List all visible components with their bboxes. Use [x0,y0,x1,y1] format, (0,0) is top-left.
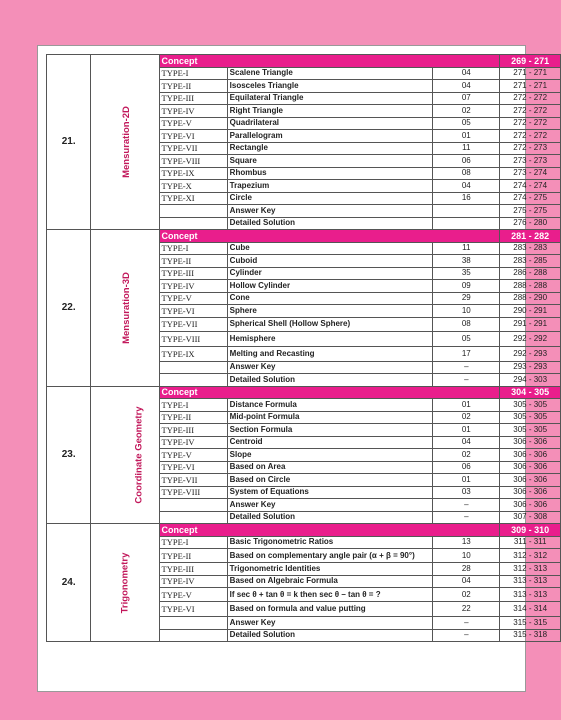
question-count: 01 [433,130,500,143]
question-count: – [433,617,500,630]
concept-pages: 304 - 305 [500,386,561,399]
question-count: 09 [433,280,500,293]
question-count: 22 [433,602,500,617]
question-count: 06 [433,155,500,168]
concept-pages: 269 - 271 [500,55,561,68]
page-range: 305 - 305 [500,424,561,437]
type-label [159,499,227,512]
page-range: 292 - 292 [500,331,561,346]
page-range: 273 - 273 [500,155,561,168]
question-count: 35 [433,267,500,280]
question-count: 11 [433,142,500,155]
concept-pages: 281 - 282 [500,230,561,243]
topic-title: Detailed Solution [227,629,433,642]
concept-row [47,524,561,537]
type-label: TYPE-III [159,563,227,576]
topic-title: Scalene Triangle [227,67,433,80]
topic-title: Basic Trigonometric Ratios [227,536,433,549]
question-count: 17 [433,346,500,361]
topic-title: Trigonometric Identities [227,563,433,576]
topic-title: Answer Key [227,499,433,512]
topic-title: Cone [227,292,433,305]
type-label: TYPE-VIII [159,331,227,346]
page-range: 272 - 272 [500,130,561,143]
topic-title: Based on formula and value putting [227,602,433,617]
topic-title: Section Formula [227,424,433,437]
type-label: TYPE-VII [159,474,227,487]
topic-title: Spherical Shell (Hollow Sphere) [227,317,433,331]
type-label: TYPE-I [159,399,227,412]
page-range: 273 - 274 [500,167,561,180]
question-count: – [433,499,500,512]
question-count [433,217,500,230]
topic-title: Parallelogram [227,130,433,143]
question-count: – [433,629,500,642]
page-range: 306 - 306 [500,499,561,512]
page-range: 311 - 311 [500,536,561,549]
type-label [159,361,227,374]
concept-label: Concept [159,386,500,399]
type-label: TYPE-II [159,80,227,93]
page-range: 276 - 280 [500,217,561,230]
topic-title: Square [227,155,433,168]
type-label: TYPE-IV [159,105,227,118]
type-label: TYPE-IV [159,436,227,449]
page-range: 286 - 288 [500,267,561,280]
question-count: 01 [433,424,500,437]
type-label: TYPE-III [159,92,227,105]
chapter-number: 23. [47,386,91,524]
topic-title: Slope [227,449,433,462]
question-count: 01 [433,399,500,412]
type-label: TYPE-V [159,117,227,130]
type-label [159,217,227,230]
type-label [159,374,227,387]
question-count: 07 [433,92,500,105]
topic-title: Quadrilateral [227,117,433,130]
type-label [159,629,227,642]
question-count: 13 [433,536,500,549]
topic-title: Answer Key [227,205,433,218]
type-label: TYPE-V [159,449,227,462]
page-range: 274 - 275 [500,192,561,205]
concept-row [47,230,561,243]
concept-label: Concept [159,55,500,68]
page-range: 291 - 291 [500,317,561,331]
concept-label: Concept [159,524,500,537]
page-range: 305 - 305 [500,411,561,424]
page-range: 292 - 293 [500,346,561,361]
page-range: 288 - 288 [500,280,561,293]
type-label: TYPE-IV [159,280,227,293]
question-count: 10 [433,305,500,318]
chapter-number: 22. [47,230,91,387]
question-count: 11 [433,242,500,255]
topic-title: Answer Key [227,361,433,374]
type-label: TYPE-I [159,536,227,549]
question-count: 02 [433,449,500,462]
topic-title: Detailed Solution [227,217,433,230]
question-count: 04 [433,180,500,193]
page-range: 312 - 312 [500,549,561,563]
type-label: TYPE-IV [159,575,227,588]
topic-title: Isosceles Triangle [227,80,433,93]
question-count: – [433,511,500,524]
page-range: 313 - 313 [500,575,561,588]
question-count: 06 [433,461,500,474]
type-label: TYPE-VII [159,142,227,155]
type-label: TYPE-III [159,424,227,437]
chapter-number: 24. [47,524,91,642]
topic-title: Trapezium [227,180,433,193]
type-label: TYPE-VII [159,317,227,331]
question-count: 04 [433,436,500,449]
page-range: 283 - 285 [500,255,561,268]
type-label: TYPE-III [159,267,227,280]
topic-title: Answer Key [227,617,433,630]
topic-title: Rectangle [227,142,433,155]
page-range: 293 - 293 [500,361,561,374]
question-count: 04 [433,80,500,93]
topic-title: Detailed Solution [227,511,433,524]
topic-title: If sec θ + tan θ = k then sec θ – tan θ = ? [227,588,433,602]
page-range: 315 - 315 [500,617,561,630]
type-label: TYPE-V [159,292,227,305]
type-label [159,511,227,524]
type-label: TYPE-V [159,588,227,602]
topic-title: Centroid [227,436,433,449]
type-label [159,617,227,630]
page-range: 274 - 274 [500,180,561,193]
page-range: 313 - 313 [500,588,561,602]
topic-title: Hollow Cylinder [227,280,433,293]
topic-title: Based on Circle [227,474,433,487]
topic-title: Sphere [227,305,433,318]
page-range: 314 - 314 [500,602,561,617]
type-label [159,205,227,218]
page-range: 271 - 271 [500,67,561,80]
concept-pages: 309 - 310 [500,524,561,537]
contents-table [46,54,561,642]
topic-title: Cube [227,242,433,255]
chapter-name-cell [91,55,159,230]
question-count: 04 [433,67,500,80]
type-label: TYPE-VI [159,130,227,143]
type-label: TYPE-XI [159,192,227,205]
chapter-name: Coordinate Geometry [133,406,145,504]
page-range: 306 - 306 [500,449,561,462]
question-count: 01 [433,474,500,487]
chapter-number: 21. [47,55,91,230]
type-label: TYPE-VIII [159,155,227,168]
question-count: 08 [433,167,500,180]
question-count: 10 [433,549,500,563]
topic-title: Hemisphere [227,331,433,346]
question-count: 38 [433,255,500,268]
question-count: 02 [433,105,500,118]
page-range: 283 - 283 [500,242,561,255]
type-label: TYPE-VI [159,602,227,617]
page-range: 275 - 275 [500,205,561,218]
question-count: 16 [433,192,500,205]
topic-title: Circle [227,192,433,205]
topic-title: Cuboid [227,255,433,268]
topic-title: Distance Formula [227,399,433,412]
page-range: 305 - 305 [500,399,561,412]
concept-label: Concept [159,230,500,243]
page-range: 290 - 291 [500,305,561,318]
page-range: 306 - 306 [500,461,561,474]
topic-title: System of Equations [227,486,433,499]
chapter-name-cell [91,524,159,642]
topic-title: Cylinder [227,267,433,280]
topic-title: Based on complementary angle pair (α + β = 90°) [227,549,433,563]
page-range: 272 - 272 [500,92,561,105]
type-label: TYPE-VIII [159,486,227,499]
chapter-name-cell [91,230,159,387]
type-label: TYPE-II [159,255,227,268]
type-label: TYPE-IX [159,167,227,180]
question-count: 05 [433,117,500,130]
page-range: 312 - 313 [500,563,561,576]
concept-row [47,55,561,68]
type-label: TYPE-VI [159,305,227,318]
page-range: 288 - 290 [500,292,561,305]
page-sheet [37,45,550,692]
chapter-name-cell [91,386,159,524]
question-count: 04 [433,575,500,588]
question-count: 29 [433,292,500,305]
topic-title: Mid-point Formula [227,411,433,424]
question-count: 03 [433,486,500,499]
page-range: 306 - 306 [500,474,561,487]
topic-title: Rhombus [227,167,433,180]
type-label: TYPE-VI [159,461,227,474]
topic-title: Equilateral Triangle [227,92,433,105]
page-range: 271 - 271 [500,80,561,93]
page-range: 306 - 306 [500,486,561,499]
type-label: TYPE-I [159,242,227,255]
type-label: TYPE-II [159,411,227,424]
type-label: TYPE-I [159,67,227,80]
page-range: 294 - 303 [500,374,561,387]
topic-title: Detailed Solution [227,374,433,387]
concept-row [47,386,561,399]
type-label: TYPE-II [159,549,227,563]
question-count: – [433,361,500,374]
type-label: TYPE-IX [159,346,227,361]
question-count: 05 [433,331,500,346]
type-label: TYPE-X [159,180,227,193]
question-count: – [433,374,500,387]
question-count: 02 [433,588,500,602]
topic-title: Based on Area [227,461,433,474]
page-range: 307 - 308 [500,511,561,524]
question-count: 02 [433,411,500,424]
topic-title: Based on Algebraic Formula [227,575,433,588]
chapter-name: Mensuration-3D [121,271,133,344]
question-count [433,205,500,218]
topic-title: Melting and Recasting [227,346,433,361]
chapter-name: Trigonometry [118,552,130,613]
topic-title: Right Triangle [227,105,433,118]
page-range: 306 - 306 [500,436,561,449]
chapter-name: Mensuration-2D [121,106,133,178]
question-count: 08 [433,317,500,331]
page-range: 272 - 272 [500,117,561,130]
page-range: 272 - 273 [500,142,561,155]
page-range: 272 - 272 [500,105,561,118]
question-count: 28 [433,563,500,576]
page-range: 315 - 318 [500,629,561,642]
